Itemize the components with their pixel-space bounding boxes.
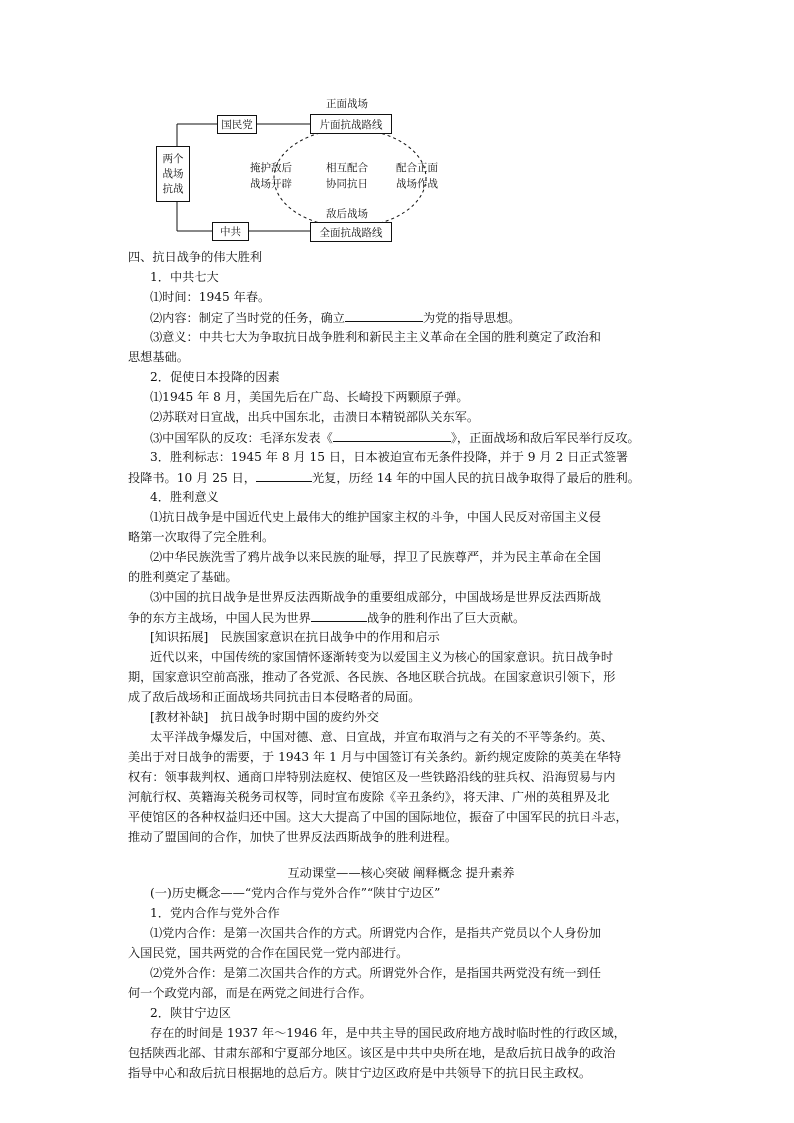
text-line: 的胜利奠定了基础。 bbox=[128, 570, 238, 584]
text-segment: 争的东方主战场，中国人民为世界 bbox=[128, 611, 311, 625]
text-line: 包括陕西北部、甘肃东部和宁夏部分地区。该区是中共中央所在地，是敌后抗日战争的政治 bbox=[128, 1046, 616, 1060]
text-segment: 》，正面战场和敌后军民举行反攻。 bbox=[450, 431, 640, 445]
text-line: 2．促使日本投降的因素 bbox=[150, 370, 280, 384]
box-line: 抗战 bbox=[162, 182, 184, 195]
text-segment: 投降书。10 月 25 日， bbox=[128, 471, 256, 485]
text-line: 美出于对日战争的需要，于 1943 年 1 月与中国签订有关条约。新约规定废除的英美在华特 bbox=[128, 750, 622, 764]
text-line bbox=[128, 847, 674, 863]
text-line: 河航行权、英籍海关税务司权等，同时宣布废除《辛丑条约》，将天津、广州的英租界及北 bbox=[128, 790, 610, 804]
fill-in-blank[interactable] bbox=[333, 427, 451, 442]
text-line: ⑵中华民族洗雪了鸦片战争以来民族的耻辱，捍卫了民族尊严，并为民主革命在全国 bbox=[150, 550, 601, 564]
text-line: 存在的时间是 1937 年～1946 年，是中共主导的国民政府地方战时临时性的行政区域， bbox=[150, 1026, 626, 1040]
note-line: 战场作战 bbox=[396, 178, 438, 190]
note-line: 掩护敌后 bbox=[250, 162, 292, 174]
note-middle bbox=[326, 160, 368, 192]
text-segment: 战争的胜利作出了巨大贡献。 bbox=[366, 611, 526, 625]
text-line: 指导中心和敌后抗日根据地的总后方。陕甘宁边区政府是中共领导下的抗日民主政权。 bbox=[128, 1066, 592, 1080]
text-line: 近代以来，中国传统的家国情怀逐渐转变为以爱国主义为核心的国家意识。抗日战争时 bbox=[150, 650, 614, 664]
document-body bbox=[128, 247, 674, 1083]
fill-in-blank[interactable] bbox=[256, 467, 312, 482]
text-line: 略第一次取得了完全胜利。 bbox=[128, 530, 275, 544]
box-line: 两个 bbox=[162, 152, 184, 165]
kmt-box: 国民党 bbox=[217, 115, 257, 134]
text-segment: 为党的指导思想。 bbox=[423, 311, 521, 325]
note-line: 配合正面 bbox=[396, 162, 438, 174]
text-line: ⑴1945 年 8 月，美国先后在广岛、长崎投下两颗原子弹。 bbox=[150, 390, 469, 404]
text-line: 平使馆区的各种权益归还中国。这大大提高了中国的国际地位，振奋了中国军民的抗日斗志， bbox=[128, 810, 628, 824]
ccp-box: 中共 bbox=[212, 222, 249, 241]
text-line: 思想基础。 bbox=[128, 350, 189, 364]
text-line: 2．陕甘宁边区 bbox=[150, 1006, 231, 1020]
text-line bbox=[128, 467, 674, 487]
text-line bbox=[128, 427, 674, 447]
text-line: 1．党内合作与党外合作 bbox=[150, 906, 280, 920]
text-segment: 光复，历经 14 年的中国人民的抗日战争取得了最后的胜利。 bbox=[311, 471, 640, 485]
text-line bbox=[128, 307, 674, 327]
section-title: 互动课堂——核心突破 阐释概念 提升素养 bbox=[287, 866, 515, 880]
note-line: 相互配合 bbox=[326, 162, 368, 174]
text-line: 3．胜利标志：1945 年 8 月 15 日，日本被迫宣布无条件投降，并于 9 月 2 日正式签署 bbox=[150, 450, 629, 464]
text-line: 四、抗日战争的伟大胜利 bbox=[128, 250, 263, 264]
fill-in-blank[interactable] bbox=[345, 307, 423, 322]
text-line: ⑴抗日战争是中国近代史上最伟大的维护国家主权的斗争，中国人民反对帝国主义侵 bbox=[150, 510, 601, 524]
text-line: 成了敌后战场和正面战场共同抗击日本侵略者的局面。 bbox=[128, 690, 421, 704]
total-resistance-line-box: 全面抗战路线 bbox=[310, 222, 392, 242]
text-line: 推动了盟国间的合作，加快了世界反法西斯战争的胜利进程。 bbox=[128, 830, 458, 844]
text-line: 入国民党，国共两党的合作在国民党一党内部进行。 bbox=[128, 946, 409, 960]
text-line: 1．中共七大 bbox=[150, 270, 219, 284]
text-line: [知识拓展] 民族国家意识在抗日战争中的作用和启示 bbox=[150, 630, 440, 644]
text-line: ⑴党内合作：是第一次国共合作的方式。所谓党内合作，是指共产党员以个人身份加 bbox=[150, 926, 601, 940]
note-left bbox=[250, 160, 292, 192]
two-battlefields-box bbox=[156, 146, 190, 202]
text-line: ⑴时间：1945 年春。 bbox=[150, 290, 271, 304]
text-line: 期，国家意识空前高涨，推动了各党派、各民族、各地区联合抗战。在国家意识引领下，形 bbox=[128, 670, 616, 684]
note-line: 协同抗日 bbox=[326, 178, 368, 190]
text-line: ⑵苏联对日宣战，出兵中国东北，击溃日本精锐部队关东军。 bbox=[150, 410, 480, 424]
text-line: 太平洋战争爆发后，中国对德、意、日宣战，并宣布取消与之有关的不平等条约。英、 bbox=[150, 730, 614, 744]
text-line: 权有：领事裁判权、通商口岸特别法庭权、使馆区及一些铁路沿线的驻兵权、沿海贸易与内 bbox=[128, 770, 616, 784]
text-segment: ⑶中国军队的反攻：毛泽东发表《 bbox=[150, 431, 333, 445]
text-line: (一)历史概念——“党内合作与党外合作”“陕甘宁边区” bbox=[150, 886, 441, 900]
partial-resistance-line-box: 片面抗战路线 bbox=[310, 114, 392, 134]
text-segment: ⑵内容：制定了当时党的任务，确立 bbox=[150, 311, 345, 325]
text-line: 4．胜利意义 bbox=[150, 490, 219, 504]
front-battlefield-label: 正面战场 bbox=[326, 98, 368, 110]
text-line: ⑶中国的抗日战争是世界反法西斯战争的重要组成部分，中国战场是世界反法西斯战 bbox=[150, 590, 601, 604]
rear-battlefield-label: 敌后战场 bbox=[326, 208, 368, 220]
text-line: 何一个政党内部，而是在两党之间进行合作。 bbox=[128, 986, 372, 1000]
text-line: ⑵党外合作：是第二次国共合作的方式。所谓党外合作，是指国共两党没有统一到任 bbox=[150, 966, 601, 980]
fill-in-blank[interactable] bbox=[311, 607, 367, 622]
note-right bbox=[396, 160, 438, 192]
box-line: 战场 bbox=[162, 167, 184, 180]
text-line: [教材补缺] 抗日战争时期中国的废约外交 bbox=[150, 710, 379, 724]
text-line: ⑶意义：中共七大为争取抗日战争胜利和新民主主义革命在全国的胜利奠定了政治和 bbox=[150, 330, 601, 344]
text-line bbox=[128, 607, 674, 627]
two-battlefields-diagram bbox=[140, 94, 440, 246]
note-line: 战场开辟 bbox=[250, 178, 292, 190]
